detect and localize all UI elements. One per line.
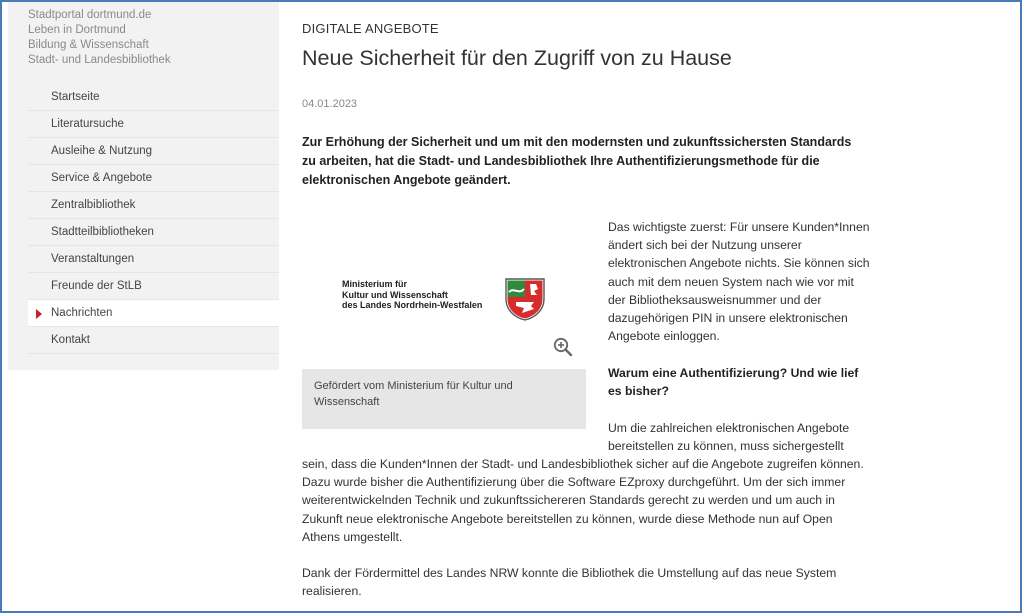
breadcrumb [28,8,171,68]
breadcrumb-bildung-wissenschaft[interactable]: Bildung & Wissenschaft [28,39,149,51]
sidebar-item-label: Zentralbibliothek [51,199,136,211]
article-date: 04.01.2023 [302,98,358,110]
sidebar-item-label: Service & Angebote [51,172,153,184]
sidebar-item-label: Stadtteilbibliotheken [51,226,154,238]
sidebar [8,2,279,370]
sidebar-item-startseite[interactable] [28,84,279,111]
nrw-coat-of-arms-icon [504,277,546,321]
article-paragraph-2-continued: sein, dass die Kunden*Innen der Stadt- und Landesbibliothek sicher auf die Angebote zugreifen können. Dazu wurde bisher die Authentifizierung über die Software EZproxy durchgeführt. Um der sich immer weiterentwickelnden Technik und zukunftssichereren Standards gerecht zu werden und um auch in Zukunft neue elektronische Angebote bereitstellen zu können, wurde diese Methode nun auf Open Athens umgestellt. [302,457,864,544]
sidebar-nav [28,84,279,354]
breadcrumb-stadtportal[interactable]: Stadtportal dortmund.de [28,9,152,21]
sidebar-item-label: Literatursuche [51,118,124,130]
article-lead: Zur Erhöhung der Sicherheit und um mit den modernsten und zukunftssichersten Standards zu arbeiten, hat die Stadt- und Landesbibliothek Ihre Authentifizierungsmethode für die elektronischen Angebote geändert. [302,135,852,187]
zoom-in-icon[interactable] [553,337,573,357]
ministry-logo-text [342,279,482,311]
breadcrumb-leben-in-dortmund[interactable]: Leben in Dortmund [28,24,126,36]
sidebar-item-stadtteilbibliotheken[interactable] [28,219,279,246]
article-figure [302,209,586,429]
article-paragraph-2-start: Um die zahlreichen elektronischen Angebote bereitstellen zu können, muss sichergestellt [608,421,850,454]
sidebar-item-label: Freunde der StLB [51,280,142,292]
sidebar-item-literatursuche[interactable] [28,111,279,138]
sidebar-item-label: Startseite [51,91,100,103]
sidebar-item-veranstaltungen[interactable] [28,246,279,273]
sidebar-item-freunde-der-stlb[interactable] [28,273,279,300]
sidebar-item-zentralbibliothek[interactable] [28,192,279,219]
ministry-logo-image[interactable] [302,209,586,369]
triangle-right-icon [36,309,42,319]
article-kicker: DIGITALE ANGEBOTE [302,21,439,36]
article-paragraph-3: Dank der Fördermittel des Landes NRW konnte die Bibliothek die Umstellung auf das neue System realisieren. [302,566,837,599]
article-paragraph-1: Das wichtigste zuerst: Für unsere Kunden*Innen ändert sich bei der Nutzung unserer elektronischen Angebote nichts. Sie können sich auch mit dem neuen System nach wie vor mit der Bibliotheksausweisnummer und der dazugehörigen PIN in unsere elektronischen Angebote einloggen. [608,220,870,344]
page-title: Neue Sicherheit für den Zugriff von zu Hause [302,46,732,70]
logo-line: Ministerium für [342,279,408,289]
article-subheading: Warum eine Authentifizierung? Und wie lief es bisher? [608,366,859,399]
breadcrumb-stadt-landesbibliothek[interactable]: Stadt- und Landesbibliothek [28,54,171,66]
sidebar-item-nachrichten[interactable] [28,300,279,327]
logo-line: Kultur und Wissenschaft [342,289,448,300]
figure-caption: Gefördert vom Ministerium für Kultur und Wissenschaft [302,369,586,429]
sidebar-item-kontakt[interactable] [28,327,279,354]
sidebar-item-service-angebote[interactable] [28,165,279,192]
sidebar-item-label: Nachrichten [51,307,113,319]
sidebar-item-ausleihe-nutzung[interactable] [28,138,279,165]
sidebar-item-label: Veranstaltungen [51,253,135,265]
sidebar-item-label: Ausleihe & Nutzung [51,145,153,157]
sidebar-item-label: Kontakt [51,334,90,346]
logo-line: des Landes Nordrhein-Westfalen [342,300,483,310]
